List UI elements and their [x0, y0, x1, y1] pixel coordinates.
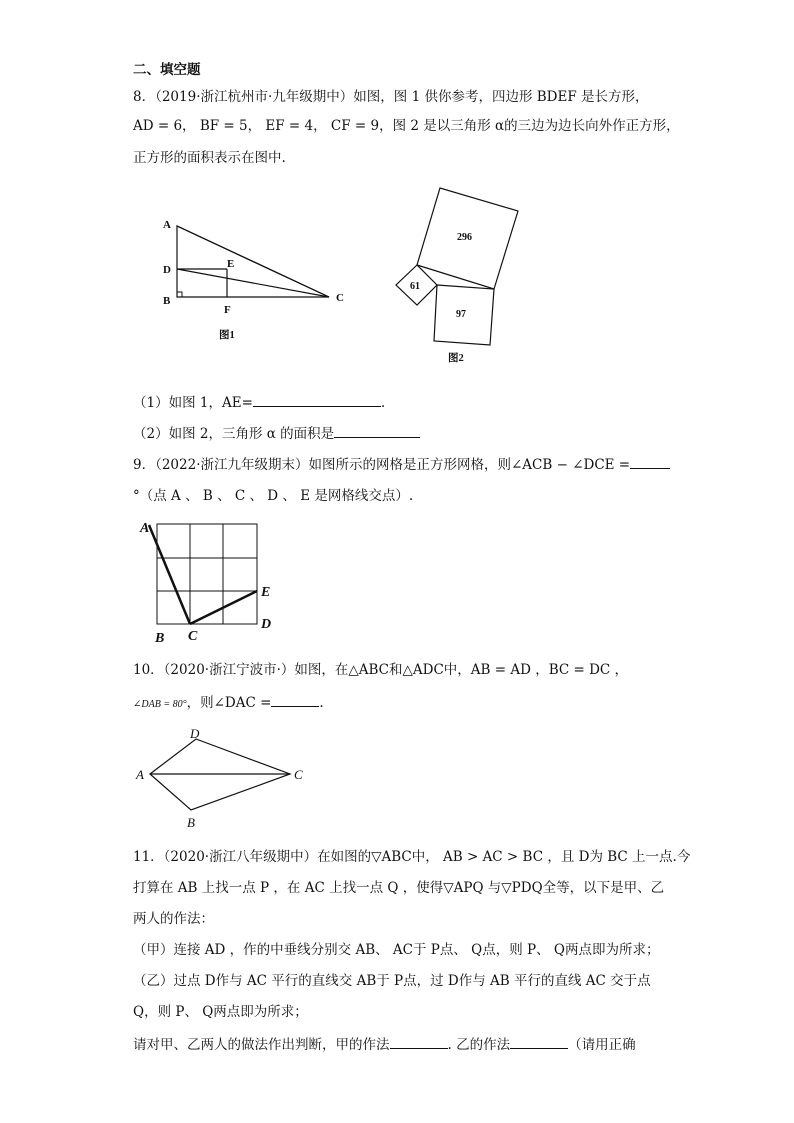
fig2-area-296: 296: [457, 232, 472, 243]
q11-line5: （乙）过点 D作与 AC 平行的直线交 AB于 P点，过 D作与 AB 平行的直线 AC 交于点: [133, 973, 651, 989]
q9-segment-ac: [149, 525, 190, 624]
q9-label-e: E: [261, 585, 271, 600]
q11-line4: （甲）连接 AD ，作的中垂线分别交 AB、 AC于 P点、 Q点，则 P、 Q两点即为所求；: [133, 942, 660, 958]
q9-blank[interactable]: [630, 456, 670, 469]
fig1-label-a: A: [163, 219, 171, 231]
q11-line7-text-b: . 乙的作法: [447, 1037, 511, 1053]
fig2-area-97: 97: [456, 309, 466, 320]
q8-sub1-text: （1）如图 1，AE=: [133, 395, 253, 411]
q11-line7: [133, 1036, 636, 1053]
q8-sub2: [133, 425, 420, 442]
q11-line6: Q，则 P、 Q两点即为所求；: [133, 1004, 308, 1020]
q10-angle-dab: ∠DAB = 80°: [133, 699, 187, 710]
q9-line1-text: 9．（2022·浙江九年级期末）如图所示的网格是正方形网格，则∠ACB − ∠DCE =: [133, 457, 631, 473]
q10-line2: [133, 694, 324, 713]
q11-line2: 打算在 AB 上找一点 P ，在 AC 上找一点 Q ，使得▽APQ 与▽PDQ全等，以下是甲、乙: [133, 880, 665, 896]
q8-line2: AD = 6， BF = 5， EF = 4， CF = 9，图 2 是以三角形 α的三边为边长向外作正方形，: [133, 118, 680, 134]
q10-blank[interactable]: [271, 694, 319, 707]
q11-line7-text-c: （请用正确: [568, 1037, 636, 1053]
q10-label-d: D: [190, 726, 200, 741]
q11-line3: 两人的作法：: [133, 911, 214, 927]
q10-label-b: B: [187, 815, 195, 830]
q8-line3: 正方形的面积表示在图中.: [133, 150, 286, 166]
q8-sub2-text: （2）如图 2，三角形 α 的面积是: [133, 426, 335, 442]
q9-label-b: B: [155, 631, 165, 645]
fig1-label-b: B: [163, 295, 171, 307]
q11-line1: 11．（2020·浙江八年级期中）在如图的▽ABC中， AB > AC > BC ，且 D为 BC 上一点.今: [133, 849, 691, 865]
q11-line7-text-a: 请对甲、乙两人的做法作出判断，甲的作法: [133, 1037, 390, 1053]
q8-sub1-blank[interactable]: [253, 394, 381, 407]
q9-line2: °（点 A 、 B 、 C 、 D 、 E 是网格线交点）.: [133, 488, 414, 504]
fig1-label-f: F: [224, 304, 231, 316]
q9-line1: [133, 456, 670, 473]
fig1-label-d: D: [163, 264, 171, 276]
q8-figure1: [155, 210, 360, 350]
q9-grid-figure: [135, 515, 285, 645]
q8-sub1: [133, 394, 385, 411]
q10-label-a: A: [136, 767, 144, 782]
q8-figure2: [390, 185, 530, 370]
fig2-area-61: 61: [410, 281, 420, 292]
fig2-caption: 图2: [448, 353, 464, 364]
q10-kite-figure: [130, 722, 315, 832]
q10-line1: 10．（2020·浙江宁波市·）如图，在△ABC和△ADC中，AB = AD ，BC = DC ，: [133, 662, 629, 678]
q9-label-c: C: [188, 629, 198, 644]
q10-line2-text: ，则∠DAC =: [186, 695, 272, 711]
fig1-label-c: C: [336, 292, 344, 304]
q11-blank-yi[interactable]: [510, 1036, 568, 1049]
q9-label-a: A: [140, 521, 150, 536]
q8-line1: 8．（2019·浙江杭州市·九年级期中）如图，图 1 供你参考，四边形 BDEF 是长方形，: [133, 89, 649, 105]
fig1-caption: 图1: [219, 330, 235, 341]
section-title: 二、填空题: [133, 62, 201, 78]
q8-sub2-blank[interactable]: [334, 425, 420, 438]
q9-label-d: D: [261, 617, 272, 632]
q8-sub1-end: .: [380, 395, 386, 411]
q10-label-c: C: [294, 767, 303, 782]
q10-line2-end: .: [319, 695, 324, 711]
q11-blank-jia[interactable]: [390, 1036, 448, 1049]
fig1-label-e: E: [227, 258, 235, 270]
